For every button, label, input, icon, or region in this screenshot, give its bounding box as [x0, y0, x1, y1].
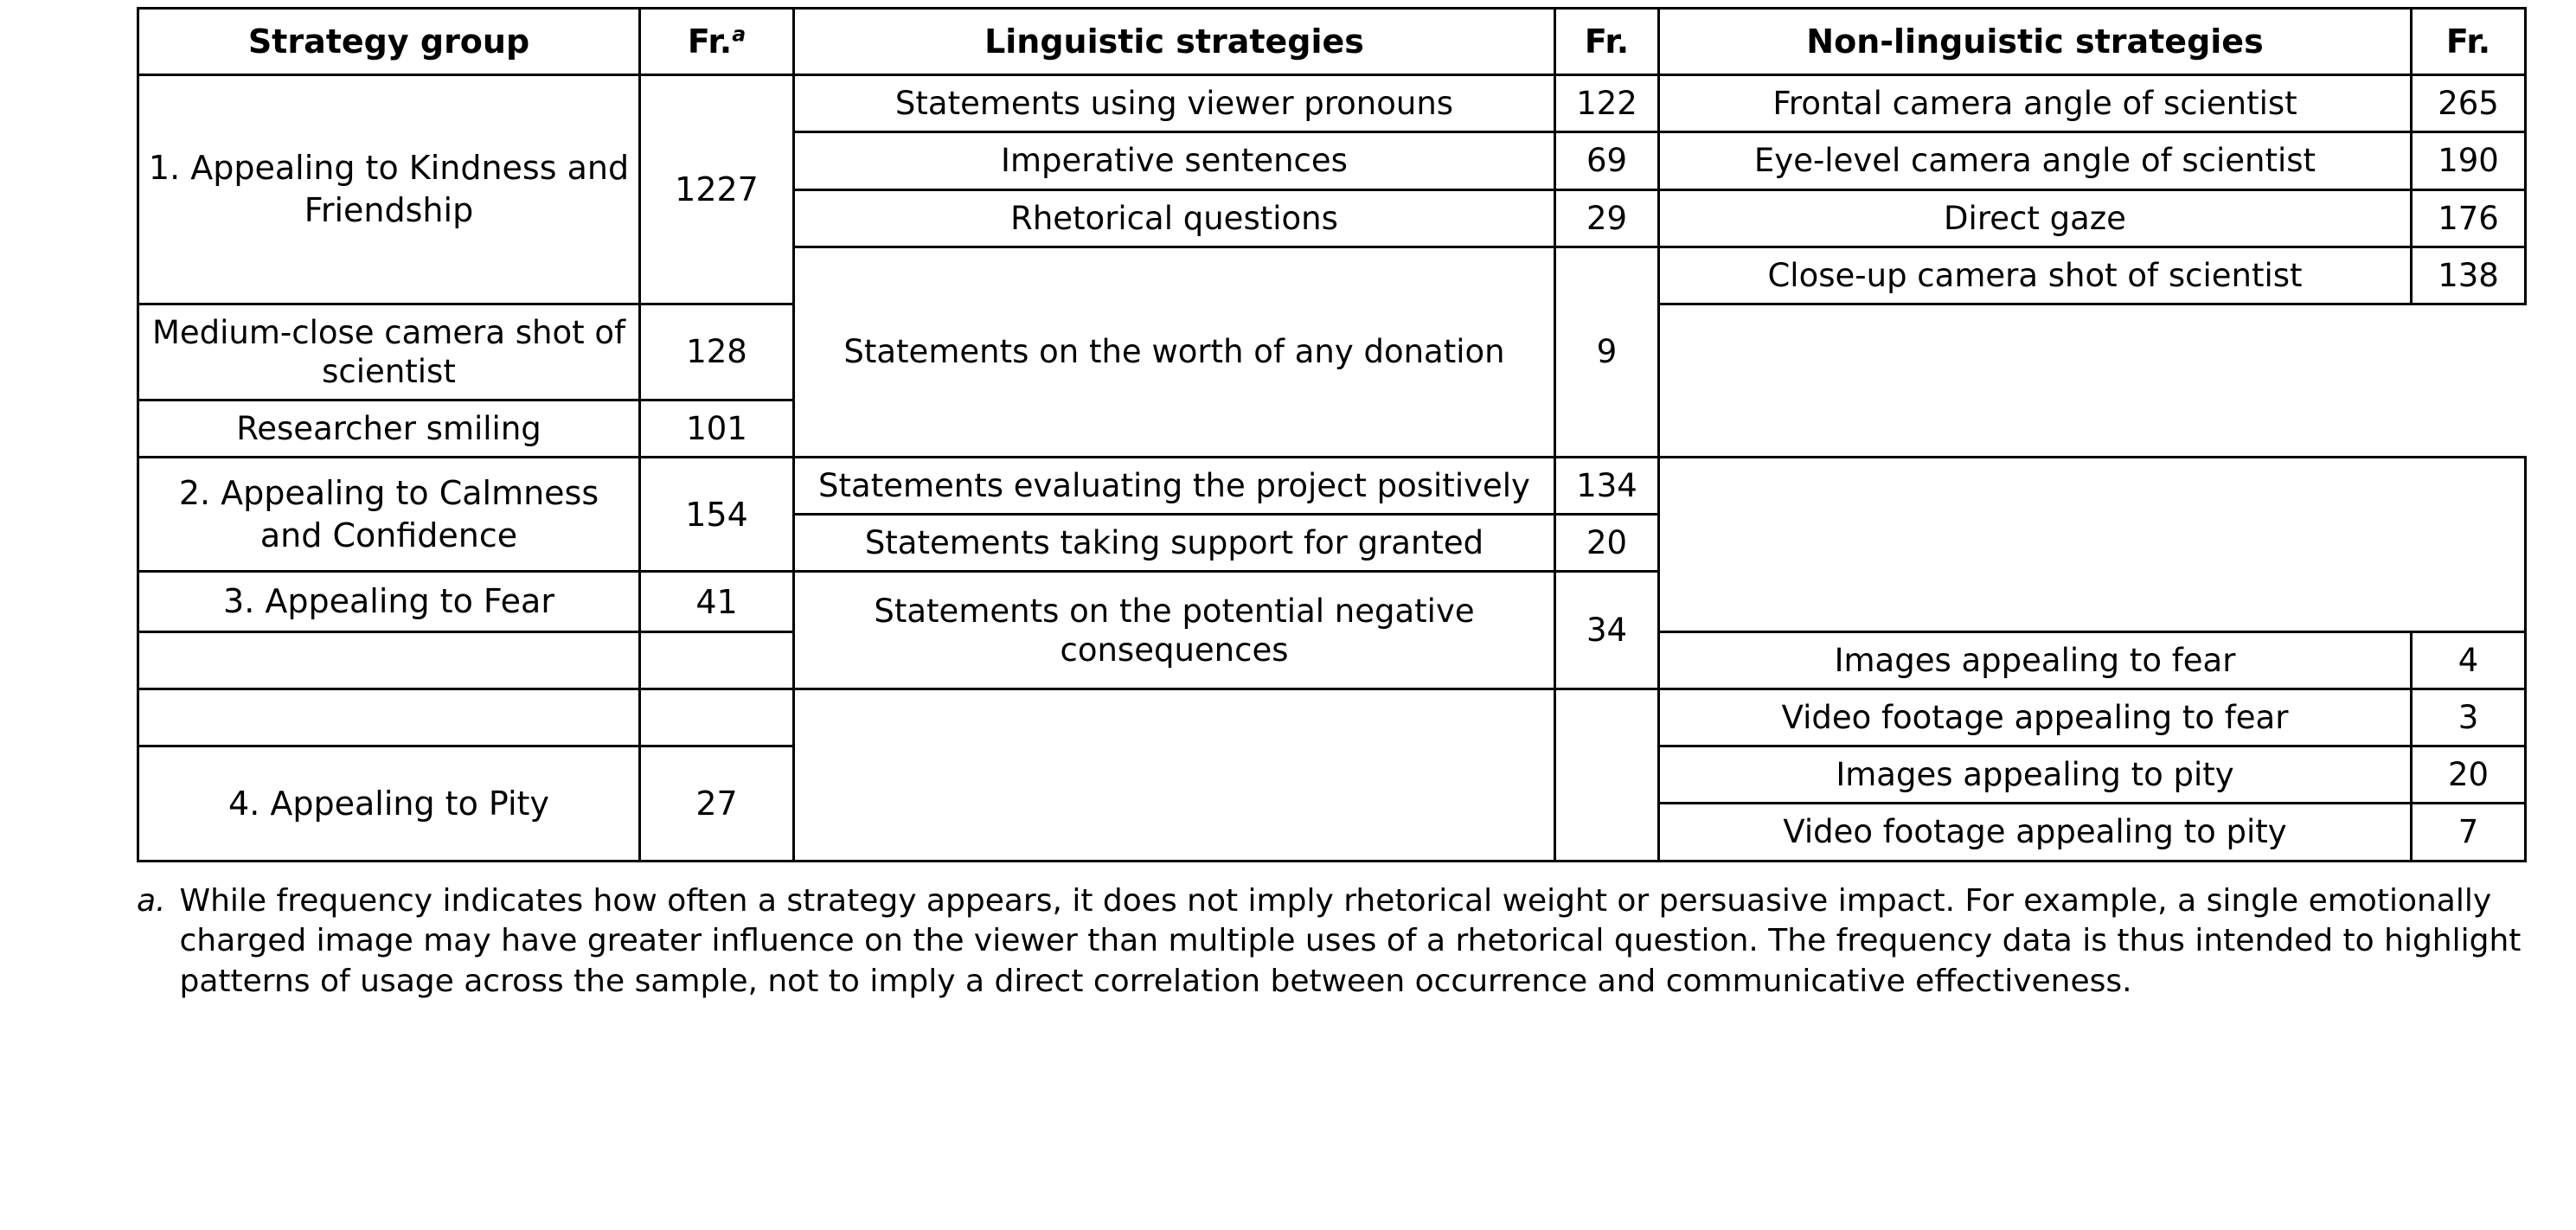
- nonlinguistic-label-1: Frontal camera angle of scientist: [1659, 75, 2412, 132]
- nonlinguistic-label-5: Medium-close camera shot of scientist: [138, 304, 640, 400]
- group-fr-2: 154: [640, 458, 794, 572]
- nonlinguistic-label-9: Images appealing to pity: [1659, 746, 2412, 804]
- footnote-text: While frequency indicates how often a strategy appears, it does not imply rhetorical weight or persuasive impact. For example, a single emotionally charged image may have greater influence on the viewer than multiple uses of a rhetorical question. The frequency data is thus intended to highlight patterns of usage across the sample, not to imply a direct correlation between occurrence and communicative effectiveness.: [179, 882, 2522, 1000]
- nonlinguistic-blank-cell: [1659, 458, 2526, 632]
- nonlinguistic-fr-1: 265: [2412, 75, 2526, 132]
- group-name-3: 3. Appealing to Fear: [138, 572, 640, 632]
- linguistic-label-1: Statements using viewer pronouns: [794, 75, 1555, 132]
- nonlinguistic-fr-7: 4: [2412, 632, 2526, 689]
- nonlinguistic-label-4: Close-up camera shot of scientist: [1659, 247, 2412, 304]
- footnote: [137, 881, 2576, 1003]
- linguistic-blank-cell: [794, 689, 1555, 861]
- group-fr-3: 41: [640, 572, 794, 632]
- linguistic-fr-blank-cell: [1555, 689, 1659, 861]
- nonlinguistic-fr-10: 7: [2412, 804, 2526, 861]
- nonlinguistic-fr-4: 138: [2412, 247, 2526, 304]
- group-fr-1: 1227: [640, 75, 794, 304]
- linguistic-label-3: Rhetorical questions: [794, 189, 1555, 247]
- linguistic-fr-6: 20: [1555, 515, 1659, 572]
- group-name-1: 1. Appealing to Kindness and Friendship: [138, 75, 640, 304]
- linguistic-fr-2: 69: [1555, 132, 1659, 189]
- linguistic-fr-5: 134: [1555, 458, 1659, 515]
- table-row: [138, 689, 2526, 746]
- table-row: [138, 75, 2526, 132]
- group-fr-blank: [640, 632, 794, 689]
- linguistic-fr-4: 9: [1555, 247, 1659, 458]
- nonlinguistic-fr-6: 101: [640, 400, 794, 458]
- table-body: [138, 75, 2526, 861]
- nonlinguistic-fr-3: 176: [2412, 189, 2526, 247]
- group-fr-blank-2: [640, 689, 794, 746]
- nonlinguistic-label-7: Images appealing to fear: [1659, 632, 2412, 689]
- linguistic-label-2: Imperative sentences: [794, 132, 1555, 189]
- footnote-marker: a.: [137, 882, 166, 919]
- nonlinguistic-label-3: Direct gaze: [1659, 189, 2412, 247]
- linguistic-label-7: Statements on the potential negative consequences: [794, 572, 1555, 689]
- header-nonlinguistic: Non-linguistic strategies: [1659, 9, 2412, 75]
- nonlinguistic-fr-9: 20: [2412, 746, 2526, 804]
- table-header: [138, 9, 2526, 75]
- group-blank-left-2: [138, 689, 640, 746]
- linguistic-fr-1: 122: [1555, 75, 1659, 132]
- linguistic-fr-3: 29: [1555, 189, 1659, 247]
- header-row: [138, 9, 2526, 75]
- linguistic-label-6: Statements taking support for granted: [794, 515, 1555, 572]
- header-group-fr-label: Fr.: [687, 22, 733, 61]
- nonlinguistic-label-10: Video footage appealing to pity: [1659, 804, 2412, 861]
- footnote-reference: a: [732, 22, 747, 47]
- table-row: [138, 458, 2526, 515]
- group-fr-4: 27: [640, 746, 794, 861]
- nonlinguistic-fr-5: 128: [640, 304, 794, 400]
- nonlinguistic-fr-8: 3: [2412, 689, 2526, 746]
- header-strategy-group: Strategy group: [138, 9, 640, 75]
- linguistic-label-4: Statements on the worth of any donation: [794, 247, 1555, 458]
- nonlinguistic-label-6: Researcher smiling: [138, 400, 640, 458]
- nonlinguistic-label-2: Eye-level camera angle of scientist: [1659, 132, 2412, 189]
- header-linguistic: Linguistic strategies: [794, 9, 1555, 75]
- group-name-4: 4. Appealing to Pity: [138, 746, 640, 861]
- strategy-table: [137, 7, 2527, 862]
- nonlinguistic-label-8: Video footage appealing to fear: [1659, 689, 2412, 746]
- linguistic-label-5: Statements evaluating the project positively: [794, 458, 1555, 515]
- linguistic-fr-7: 34: [1555, 572, 1659, 689]
- group-name-2: 2. Appealing to Calmness and Confidence: [138, 458, 640, 572]
- group-blank-left: [138, 632, 640, 689]
- header-nonlinguistic-fr: Fr.: [2412, 9, 2526, 75]
- nonlinguistic-fr-2: 190: [2412, 132, 2526, 189]
- header-group-fr: [640, 9, 794, 75]
- header-linguistic-fr: Fr.: [1555, 9, 1659, 75]
